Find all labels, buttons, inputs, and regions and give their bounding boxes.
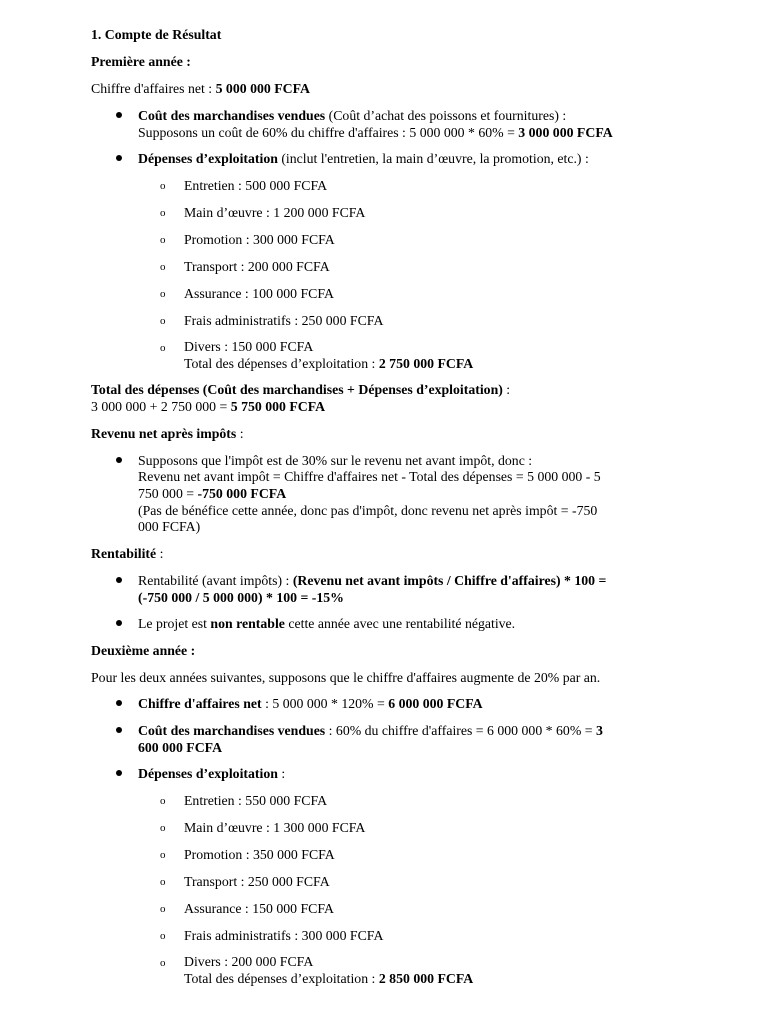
y2-cmv-value-a: 3 — [596, 723, 603, 738]
y2-total-label: Total des dépenses d’exploitation : — [184, 971, 379, 986]
cmv-desc: (Coût d’achat des poissons et fournitures) : — [325, 108, 567, 123]
section-heading: 1. Compte de Résultat — [91, 27, 222, 42]
sub-bullet-icon: o — [160, 207, 166, 219]
revenu-label: Revenu net après impôts — [91, 426, 237, 441]
cmv-value: 3 000 000 FCFA — [518, 125, 613, 140]
y2-ca-calc: : 5 000 000 * 120% = — [261, 696, 389, 711]
sub-bullet-icon: o — [160, 234, 166, 246]
year1-rent-heading — [91, 546, 163, 563]
sub-bullet-icon: o — [160, 261, 166, 273]
cmv-label: Coût des marchandises vendues — [138, 108, 326, 123]
revenu-colon: : — [236, 426, 244, 441]
year2-dep-item: Divers : 200 000 FCFA — [184, 954, 314, 969]
dep-label: Dépenses d’exploitation — [138, 151, 278, 166]
bullet-icon — [116, 700, 122, 706]
sub-bullet-icon: o — [160, 849, 166, 861]
bullet-icon — [116, 620, 122, 626]
dep-total-value: 2 750 000 FCFA — [378, 356, 474, 371]
rent-1b: (Revenu net avant impôts / Chiffre d'affaires) * 100 = — [292, 573, 607, 588]
year1-dep-item: Promotion : 300 000 FCFA — [184, 232, 335, 247]
bullet-icon — [116, 457, 122, 463]
sub-bullet-icon: o — [160, 795, 166, 807]
year2-dep-item: Frais administratifs : 300 000 FCFA — [184, 928, 384, 943]
year2-dep-item: Main d’œuvre : 1 300 000 FCFA — [184, 820, 366, 835]
year1-total-dep-heading — [91, 382, 510, 399]
year2-dep-heading — [138, 766, 285, 783]
cmv-calc: Supposons un coût de 60% du chiffre d'affaires : 5 000 000 * 60% = — [138, 125, 519, 140]
year1-dep-item: Divers : 150 000 FCFA — [184, 339, 314, 354]
sub-bullet-icon: o — [160, 342, 166, 354]
sub-bullet-icon: o — [160, 180, 166, 192]
year1-revenue — [91, 81, 310, 98]
dep-total-label: Total des dépenses d’exploitation : — [184, 356, 379, 371]
year1-cmv-line1 — [138, 108, 566, 125]
year1-dep-heading — [138, 151, 589, 168]
sub-bullet-icon: o — [160, 903, 166, 915]
year1-dep-item: Frais administratifs : 250 000 FCFA — [184, 313, 384, 328]
rent-line2: (-750 000 / 5 000 000) * 100 = -15% — [138, 590, 344, 605]
year1-total-dep-calc — [91, 399, 325, 416]
year2-intro: Pour les deux années suivantes, supposons que le chiffre d'affaires augmente de 20% par an. — [91, 670, 601, 685]
year2-cmv-line2: 600 000 FCFA — [138, 740, 223, 755]
year1-dep-item: Entretien : 500 000 FCFA — [184, 178, 328, 193]
year2-dep-item: Entretien : 550 000 FCFA — [184, 793, 328, 808]
sub-bullet-icon: o — [160, 876, 166, 888]
total-dep-value: 5 750 000 FCFA — [230, 399, 326, 414]
revenu-line-text: 750 000 = — [138, 486, 198, 501]
bullet-icon — [116, 112, 122, 118]
total-dep-label: Total des dépenses (Coût des marchandises + Dépenses d’exploitation) — [91, 382, 503, 397]
sub-bullet-icon: o — [160, 315, 166, 327]
year2-title: Deuxième année : — [91, 643, 196, 658]
revenu-value: -750 000 FCFA — [197, 486, 287, 501]
bullet-icon — [116, 770, 122, 776]
revenu-line: 000 FCFA) — [138, 519, 201, 534]
year2-dep-item: Assurance : 150 000 FCFA — [184, 901, 334, 916]
total-dep-calc: 3 000 000 + 2 750 000 = — [91, 399, 231, 414]
year1-dep-item: Transport : 200 000 FCFA — [184, 259, 330, 274]
y2-ca-value: 6 000 000 FCFA — [388, 696, 483, 711]
revenue-label: Chiffre d'affaires net : — [91, 81, 216, 96]
y2-total-value: 2 850 000 FCFA — [378, 971, 474, 986]
year2-dep-total — [184, 971, 473, 988]
sub-bullet-icon: o — [160, 822, 166, 834]
y2-dep-colon: : — [277, 766, 286, 781]
revenu-line: Supposons que l'impôt est de 30% sur le revenu net avant impôt, donc : — [138, 453, 533, 468]
sub-bullet-icon: o — [160, 930, 166, 942]
dep-desc: (inclut l'entretien, la main d’œuvre, la promotion, etc.) : — [277, 151, 589, 166]
y2-dep-label: Dépenses d’exploitation — [138, 766, 278, 781]
year1-cmv-line2 — [138, 125, 613, 142]
bullet-icon — [116, 727, 122, 733]
bullet-icon — [116, 577, 122, 583]
y2-ca-label: Chiffre d'affaires net — [138, 696, 262, 711]
year2-dep-item: Transport : 250 000 FCFA — [184, 874, 330, 889]
sub-bullet-icon: o — [160, 288, 166, 300]
rent-2a: Le projet est — [138, 616, 211, 631]
bullet-icon — [116, 155, 122, 161]
year2-dep-item: Promotion : 350 000 FCFA — [184, 847, 335, 862]
year1-title: Première année : — [91, 54, 191, 69]
revenu-line: (Pas de bénéfice cette année, donc pas d'impôt, donc revenu net après impôt = -750 — [138, 503, 598, 518]
year1-dep-item: Assurance : 100 000 FCFA — [184, 286, 334, 301]
year1-dep-total — [184, 356, 473, 373]
revenu-line — [138, 486, 286, 503]
year2-ca — [138, 696, 483, 713]
rent-colon: : — [156, 546, 164, 561]
rent-line1 — [138, 573, 606, 590]
y2-cmv-label: Coût des marchandises vendues — [138, 723, 326, 738]
year1-dep-item: Main d’œuvre : 1 200 000 FCFA — [184, 205, 366, 220]
sub-bullet-icon: o — [160, 957, 166, 969]
y2-cmv-calc: : 60% du chiffre d'affaires = 6 000 000 * 60% = — [325, 723, 596, 738]
revenu-line: Revenu net avant impôt = Chiffre d'affaires net - Total des dépenses = 5 000 000 - 5 — [138, 469, 601, 484]
revenue-value: 5 000 000 FCFA — [215, 81, 310, 96]
rent-2b: non rentable — [210, 616, 285, 631]
total-dep-colon: : — [502, 382, 511, 397]
rent-label: Rentabilité — [91, 546, 157, 561]
rent-1a: Rentabilité (avant impôts) : — [138, 573, 293, 588]
rent-2c: cette année avec une rentabilité négative. — [284, 616, 516, 631]
year2-cmv-line1 — [138, 723, 603, 740]
year1-revenu-heading — [91, 426, 244, 443]
rent-line3 — [138, 616, 515, 633]
